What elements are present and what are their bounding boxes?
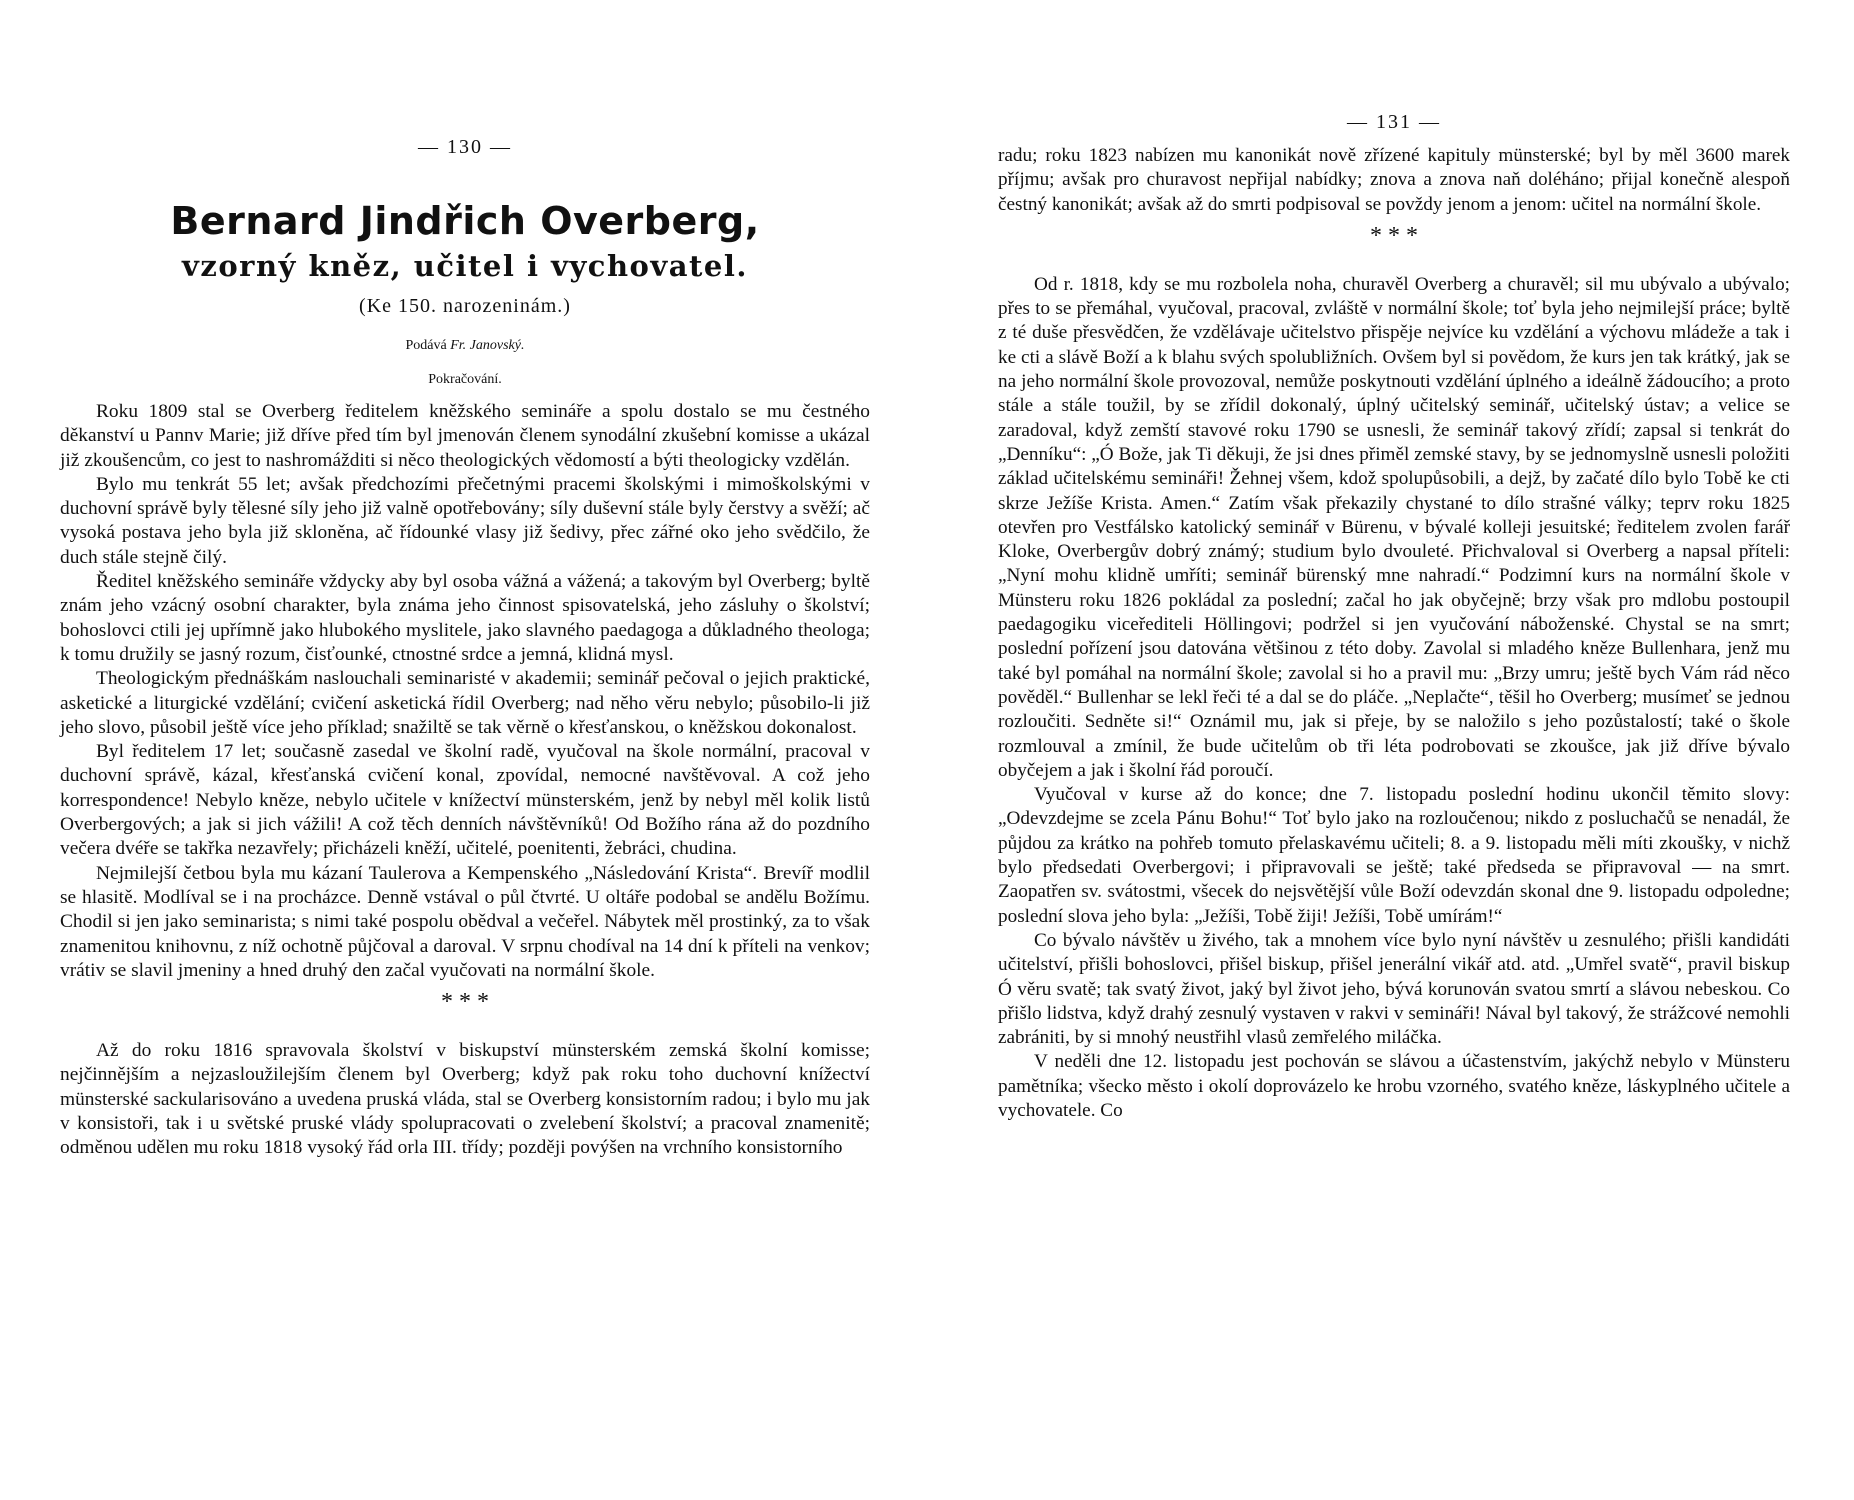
section-separator: * * * bbox=[441, 989, 489, 1016]
continued-note: Pokračování. bbox=[428, 372, 502, 387]
paragraph: Theologickým přednáškám naslouchali seminaristé v akademii; seminář pečoval o jejich praktické, asketické a liturgické vzdělání; cvičení asketická řídil Overberg; nad něho věru nebylo; působilo-li již jeho slovo, působil ještě více jeho příklad; snažiltě se tak věrně o křesťanskou, o kněžskou dokonalost. bbox=[60, 668, 870, 738]
paragraph: V neděli dne 12. listopadu jest pochován se slávou a účastenstvím, jakýchž nebylo v Münsteru pamětníka; všecko město i okolí doprovázelo ke hrobu vzorného, svatého kněze, láskyplného učitele a vychovatele. Co bbox=[998, 1051, 1790, 1121]
right-body bbox=[998, 144, 1790, 1123]
paragraph: Byl ředitelem 17 let; současně zasedal ve školní radě, vyučoval na škole normální, pracoval v duchovní správě, kázal, křesťanská cvičení konal, zpovídal, nemocné navštěvoval. A což jeho korrespondence! Nebylo kněze, nebylo učitele v knížectví münsterském, jenž by nebyl měl kolik listů Overbergových; a jak si jich vážili! A což těch denních návštěvníků! Od Božího rána až do pozdního večera dvéře se takřka nezavřely; přicházeli kněží, učitelé, poenitenti, žebráci, chudina. bbox=[60, 741, 870, 860]
paragraph: Roku 1809 stal se Overberg ředitelem kněžského semináře a spolu dostalo se mu čestného děkanství u Pannv Marie; již dříve před tím byl jmenován členem synodální zkušební komisse a ukázal již zkoušencům, co jest to nashromážditi si něco theologických vědomostí a býti theologicky vzdělán. bbox=[60, 401, 870, 471]
left-body bbox=[60, 400, 870, 1161]
article-title: Bernard Jindřich Overberg, bbox=[170, 199, 760, 243]
right-page bbox=[998, 0, 1790, 1500]
paragraph: Až do roku 1816 spravovala školství v biskupství münsterském zemská školní komisse; nejčinnějším a nejzasloužilejším členem byl Overberg; když pak roku toho duchovní knížectví münsterské sackularisováno a uvedena pruská vláda, stal se Overberg konsistorním radou; i bylo mu jak v konsistoři, tak i u světské pruské vlády spolupracovati o zvelebení školství; a pracoval znamenitě; odměnou udělen mu roku 1818 vysoký řád orla III. třídy; později povýšen na vrchního konsistorního bbox=[60, 1040, 870, 1159]
article-occasion: (Ke 150. narozeninám.) bbox=[359, 295, 571, 317]
paragraph: Bylo mu tenkrát 55 let; avšak předchozími přečetnými pracemi školskými i mimoškolskými v duchovní správě byly tělesné síly jeho již valně opotřebovány; síly duševní stále byly čerstvy a svěží; ač vysoká postava jeho byla již skloněna, ač řídounké vlasy již šedivy, přec zářné oko jeho svědčilo, že duch stále stejně čilý. bbox=[60, 473, 870, 568]
left-page bbox=[60, 0, 870, 1500]
paragraph: Nejmilejší četbou byla mu kázaní Taulerova a Kempenského „Následování Krista“. Brevíř modlil se hlasitě. Modlíval se i na procházce. Denně vstával o půl čtvrté. U oltáře podobal se andělu Božímu. Chodil si jen jako seminarista; s nimi také pospolu obědval a večeřel. Nábytek měl prostinký, za to však znamenitou knihovnu, z níž ochotně půjčoval a daroval. V srpnu chodíval na 14 dní k příteli na venkov; vrátiv se slavil jmeniny a hned druhý den začal vyučovati na normální škole. bbox=[60, 862, 870, 981]
paragraph: Vyučoval v kurse až do konce; dne 7. listopadu poslední hodinu ukončil těmito slovy: „Odevzdejme se zcela Pánu Bohu!“ Toť bylo jako na rozloučenou; nikdo z posluchačů se nenadál, že půjdou za krátko na pohřeb tomuto přelaskavému učiteli; 8. a 9. listopadu měli míti zkoušky, v nichž bylo předsedati Overbergovi; i připravovali se ještě; také předseda se připravoval — na smrt. Zaopatřen sv. svátostmi, všecek do nejsvětější vůle Boží odevzdán skonal dne 9. listopadu odpoledne; poslední slova jeho byla: „Ježíši, Tobě žiji! Ježíši, Tobě umírám!“ bbox=[998, 784, 1790, 927]
byline-prefix: Podává bbox=[405, 338, 447, 353]
section-separator: * * * bbox=[1370, 222, 1418, 249]
paragraph: Ředitel kněžského semináře vždycky aby byl osoba vážná a vážená; a takovým byl Overberg; byltě znám jeho vzácný osobní charakter, byla známa jeho činnost spisovatelská, jeho zásluhy o školství; bohoslovci ctili jej upřímně jako hlubokého myslitele, jako slavného paedagoga a důkladného theologa; k tomu družily se jasný rozum, čisťounké, ctnostné srdce a jemná, klidná mysl. bbox=[60, 571, 870, 665]
paragraph: Co bývalo návštěv u živého, tak a mnohem více bylo nyní návštěv u zesnulého; přišli kandidáti učitelství, přišli bohoslovci, přišel biskup, přišel jenerální vikář atd. atd. „Umřel svatě“, pravil biskup Ó věru svatě; tak svatý život, jaký byl život jeho, bývá korunován svatou smrtí a slávou nebeskou. Co přišlo lidstva, když drahý zesnulý vystaven v rakvi v semináři! Nával byl takový, že strážcové nemohli zabrániti, by si mnohý neustřihl vlasů zemřelého miláčka. bbox=[998, 929, 1790, 1049]
page-number: — 130 — bbox=[418, 136, 512, 158]
paragraph: Od r. 1818, kdy se mu rozbolela noha, churavěl Overberg a churavěl; sil mu ubývalo a ubývalo; přes to se přemáhal, vyučoval, pracoval, zvláště v normální škole; toť byla jeho nejmilejší práce; byltě z té duše přesvědčen, že vzdělávaje učitelstvo přispěje nejvíce ku vzdělání a výchovu mládeže a tak i ke cti a slávě Boží a k blahu svých spolubližních. Ovšem byl si povědom, že kurs jen tak krátký, jak se na jeho normální škole provozoval, nemůže poskytnouti vzdělání úplného a ideálně žádoucího; a proto stále a stále toužil, by se zřídil dokonalý, úplný učitelský seminář, učitelský ústav; a velice se zaradoval, když zemští stavové roku 1790 se usnesli, že seminář takový zřídí; zapsal si tenkrát do „Denníku“: „Ó Bože, jak Ti děkuji, že jsi dnes přiměl zemské stavy, by se jednomyslně usnesli položiti základ učitelskému semináři! Žehnej všem, kdož spolupůsobili, a dejž, by začaté dílo bylo Tobě ke cti skrze Ježíše Krista. Amen.“ Zatím však překazily chystané to dílo strašné války; teprv roku 1825 otevřen pro Vestfálsko katolický seminář v Bürenu, v bývalé kolleji jesuitské; ředitelem zvolen farář Kloke, Overbergův dobrý známý; studium bylo dvouleté. Přichvaloval si Overberg a napsal příteli: „Nyní mohu klidně umříti; seminář bürenský mne nahradí.“ Podzimní kurs na normální škole v Münsteru roku 1826 pokládal za poslední; začal ho jak obyčejně; brzy však pro mdlobu postoupil paedagogiku viceřediteli Höllingovi; podržel si jen vyučování náboženské. Chystal se na smrt; poslední pořízení jsou datována většinou z této doby. Zavolal si mladého kněze Bullenhara, jenž mu také byl pomáhal na normální škole; zavolal si ho a pravil mu: „Brzy umru; ještě bych Vám rád něco pověděl.“ Bullenhar se lekl řeči té a dal se do pláče. „Neplačte“, těšil ho Overberg; musímeť se jednou rozloučiti. Sedněte si!“ Oznámil mu, jak si přeje, by se naložilo s jeho pozůstalostí; také o škole rozmlouval a zmínil, že bude učitelům ob tři léta podrobovati se zkoušce, jak již dříve bývalo obyčejem a jak i školní řád poroučí. bbox=[998, 273, 1790, 781]
paragraph: radu; roku 1823 nabízen mu kanonikát nově zřízené kapituly münsterské; byl by měl 3600 marek příjmu; avšak pro churavost nepřijal nabídky; znova a znova naň doléháno; přijal konečně alespoň čestný kanonikát; avšak až do smrti podpisoval se povždy jenom a jenom: učitel na normální škole. bbox=[998, 145, 1790, 215]
page-number: — 131 — bbox=[1347, 111, 1441, 133]
byline bbox=[60, 338, 870, 354]
article-subtitle: vzorný kněz, učitel i vychovatel. bbox=[182, 249, 748, 283]
byline-author: Fr. Janovský. bbox=[450, 338, 525, 353]
